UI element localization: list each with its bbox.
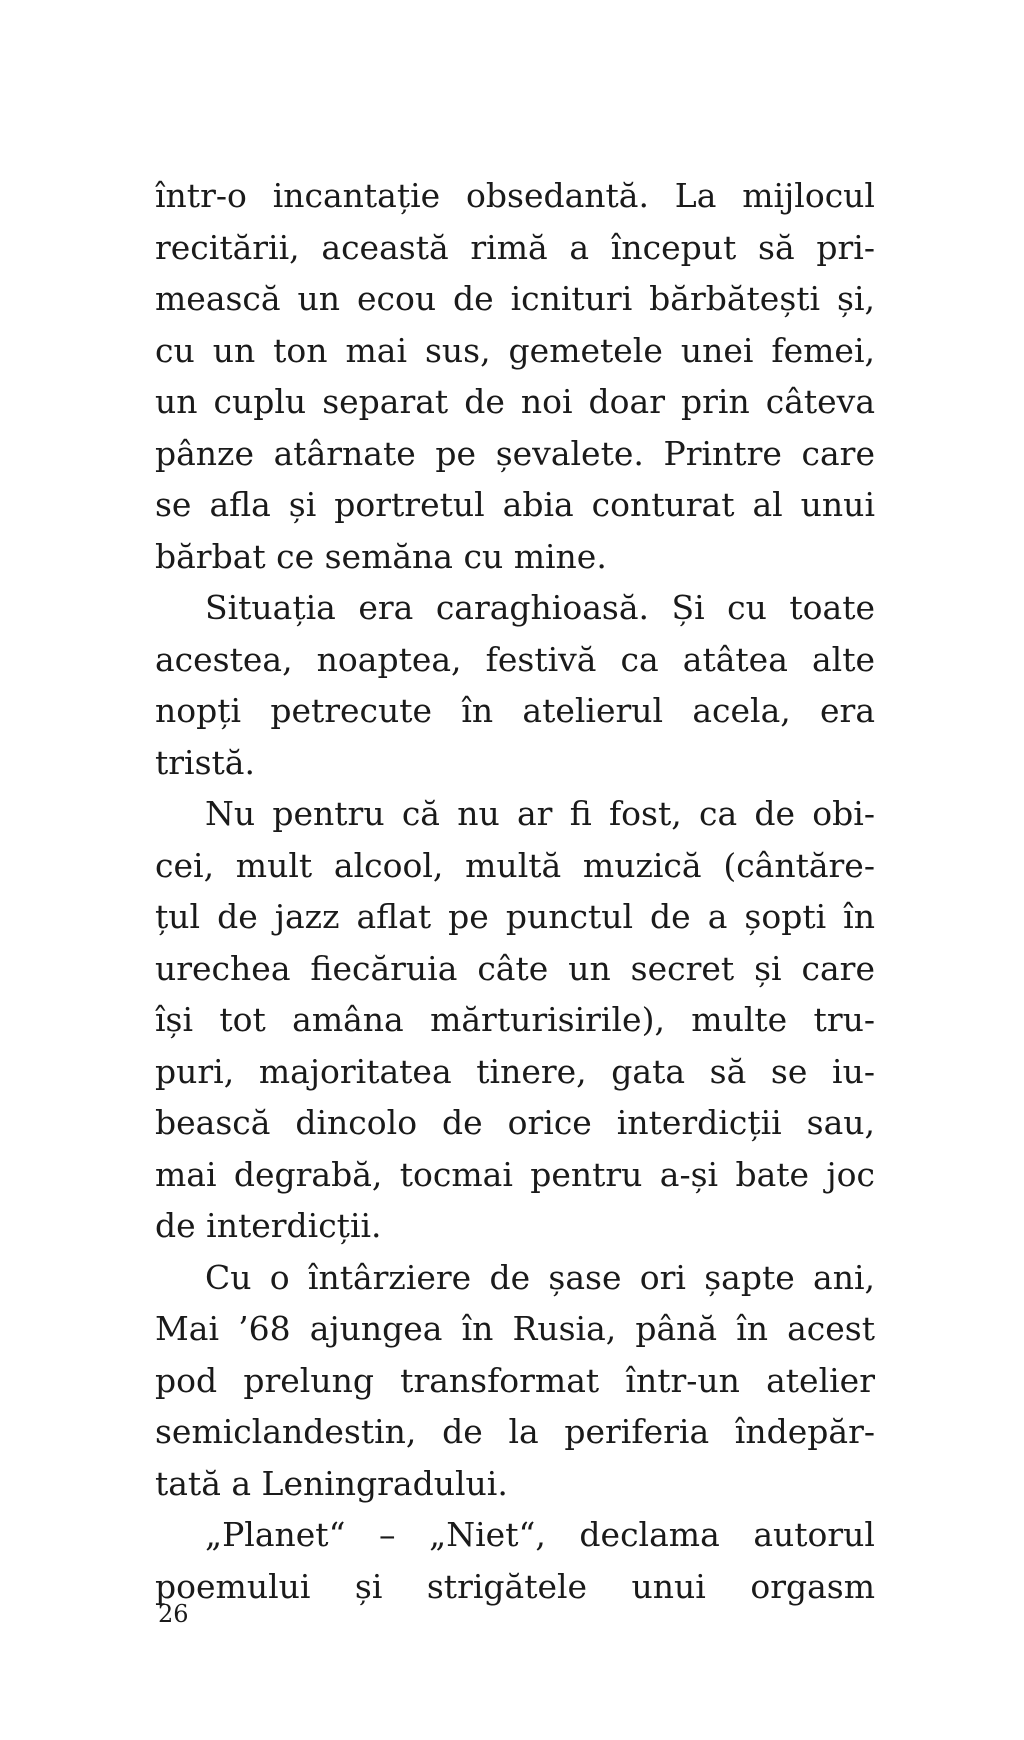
text-line: tristă. — [155, 742, 255, 782]
text-line: poemului și strigătele unui orgasm — [155, 1566, 875, 1606]
text-line: se afla și portretul abia conturat al unui — [155, 485, 875, 524]
paragraph — [155, 788, 875, 1252]
text-line: urechea fiecăruia câte un secret și care — [155, 948, 875, 988]
text-line: de interdicții. — [155, 1206, 382, 1245]
text-line: Nu pentru că nu ar fi fost, ca de obi- — [205, 794, 875, 833]
paragraph — [155, 582, 875, 788]
paragraph — [155, 170, 875, 582]
text-line: un cuplu separat de noi doar prin câteva — [155, 382, 875, 421]
text-line: bărbat ce semăna cu mine. — [155, 536, 607, 576]
text-line: acestea, noaptea, festivă ca atâtea alte — [155, 639, 875, 679]
text-line: cu un ton mai sus, gemetele unei femei, — [155, 330, 875, 370]
text-line: recitării, această rimă a început să pri- — [155, 227, 875, 267]
page-number: 26 — [158, 1600, 189, 1628]
text-line: țul de jazz aflat pe punctul de a șopti în — [155, 897, 875, 936]
paragraph — [155, 1509, 875, 1612]
text-line: pod prelung transformat într-un atelier — [155, 1360, 875, 1400]
text-line: mească un ecou de icnituri bărbătești și, — [155, 279, 875, 318]
text-line: Situația era caraghioasă. Și cu toate — [205, 588, 875, 627]
body-text — [155, 170, 875, 1612]
text-line: puri, majoritatea tinere, gata să se iu- — [155, 1051, 875, 1091]
text-line: Cu o întârziere de șase ori șapte ani, — [205, 1257, 875, 1297]
text-line: într-o incantație obsedantă. La mijlocul — [155, 176, 875, 215]
text-line: „Planet“ – „Niet“, declama autorul — [205, 1515, 875, 1554]
text-line: Mai ’68 ajungea în Rusia, până în acest — [155, 1309, 875, 1348]
text-line: nopți petrecute în atelierul acela, era — [155, 691, 875, 730]
text-line: bească dincolo de orice interdicții sau, — [155, 1103, 875, 1142]
text-line: își tot amâna mărturisirile), multe tru- — [155, 1000, 875, 1039]
paragraph — [155, 1252, 875, 1510]
text-line: semiclandestin, de la periferia îndepăr- — [155, 1412, 875, 1451]
text-line: mai degrabă, tocmai pentru a-și bate joc — [155, 1154, 875, 1194]
text-line: tată a Leningradului. — [155, 1463, 508, 1503]
text-line: pânze atârnate pe șevalete. Printre care — [155, 433, 875, 473]
text-line: cei, mult alcool, multă muzică (cântăre- — [155, 845, 875, 885]
